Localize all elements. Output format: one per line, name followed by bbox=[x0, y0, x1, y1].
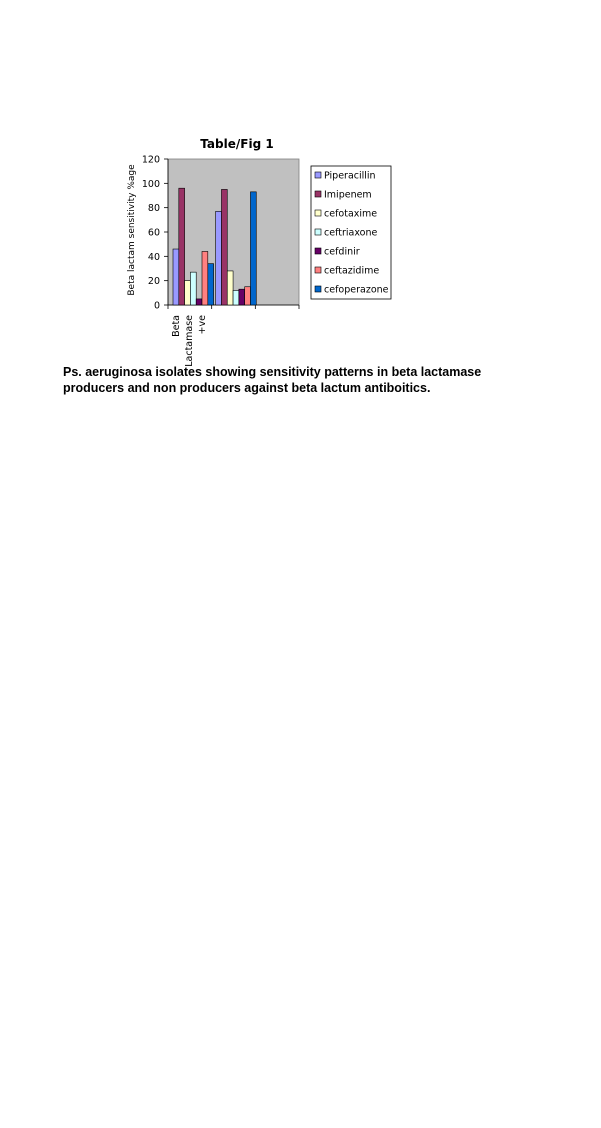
legend-swatch bbox=[315, 172, 321, 178]
bar-piperacillin-2 bbox=[216, 211, 222, 305]
y-tick-label: 20 bbox=[147, 276, 160, 288]
y-tick-label: 80 bbox=[147, 203, 160, 215]
bar-imipenem-2 bbox=[221, 189, 227, 305]
legend-label: ceftriaxone bbox=[324, 227, 378, 239]
legend-label: Piperacillin bbox=[324, 170, 376, 182]
bar-cefdinir-1 bbox=[196, 299, 202, 305]
legend-label: cefoperazone bbox=[324, 284, 389, 296]
x-tick-label: +ve bbox=[197, 315, 208, 335]
y-tick-label: 40 bbox=[147, 251, 160, 263]
legend-swatch bbox=[315, 286, 321, 292]
bar-imipenem-1 bbox=[179, 188, 185, 305]
legend-label: cefdinir bbox=[324, 246, 360, 258]
x-tick-label: Lactamase bbox=[184, 315, 195, 367]
legend-swatch bbox=[315, 267, 321, 273]
legend-swatch bbox=[315, 191, 321, 197]
y-tick-label: 0 bbox=[153, 300, 160, 312]
y-tick-label: 60 bbox=[147, 227, 160, 239]
bar-piperacillin-1 bbox=[173, 249, 179, 305]
chart-title: Table/Fig 1 bbox=[200, 137, 274, 151]
bar-ceftazidime-2 bbox=[245, 287, 251, 305]
bar-cefoperazone-1 bbox=[208, 264, 214, 305]
figure-caption: Ps. aeruginosa isolates showing sensitivity patterns in beta lactamase producers and non producers against beta lactum antiboitics. bbox=[63, 365, 482, 395]
legend-swatch bbox=[315, 229, 321, 235]
bar-cefdinir-2 bbox=[239, 289, 245, 305]
y-tick-labels bbox=[142, 155, 160, 312]
y-tick-label: 100 bbox=[141, 178, 160, 190]
legend-swatch bbox=[315, 210, 321, 216]
y-axis-label: Beta lactam sensitivity %age bbox=[127, 164, 137, 296]
y-tick-label: 120 bbox=[141, 154, 160, 166]
bar-ceftazidime-1 bbox=[202, 251, 208, 305]
bar-cefoperazone-2 bbox=[250, 192, 256, 305]
legend-swatch bbox=[315, 248, 321, 254]
legend bbox=[311, 166, 391, 299]
bar-ceftriaxone-1 bbox=[190, 272, 196, 305]
bar-ceftriaxone-2 bbox=[233, 290, 239, 305]
legend-label: Imipenem bbox=[324, 189, 372, 201]
bar-cefotaxime-1 bbox=[185, 281, 191, 305]
x-tick-label: Beta bbox=[171, 315, 182, 337]
legend-label: ceftazidime bbox=[324, 265, 380, 277]
bar-cefotaxime-2 bbox=[227, 271, 233, 305]
x-tick-labels bbox=[171, 315, 208, 367]
legend-label: cefotaxime bbox=[324, 208, 378, 220]
